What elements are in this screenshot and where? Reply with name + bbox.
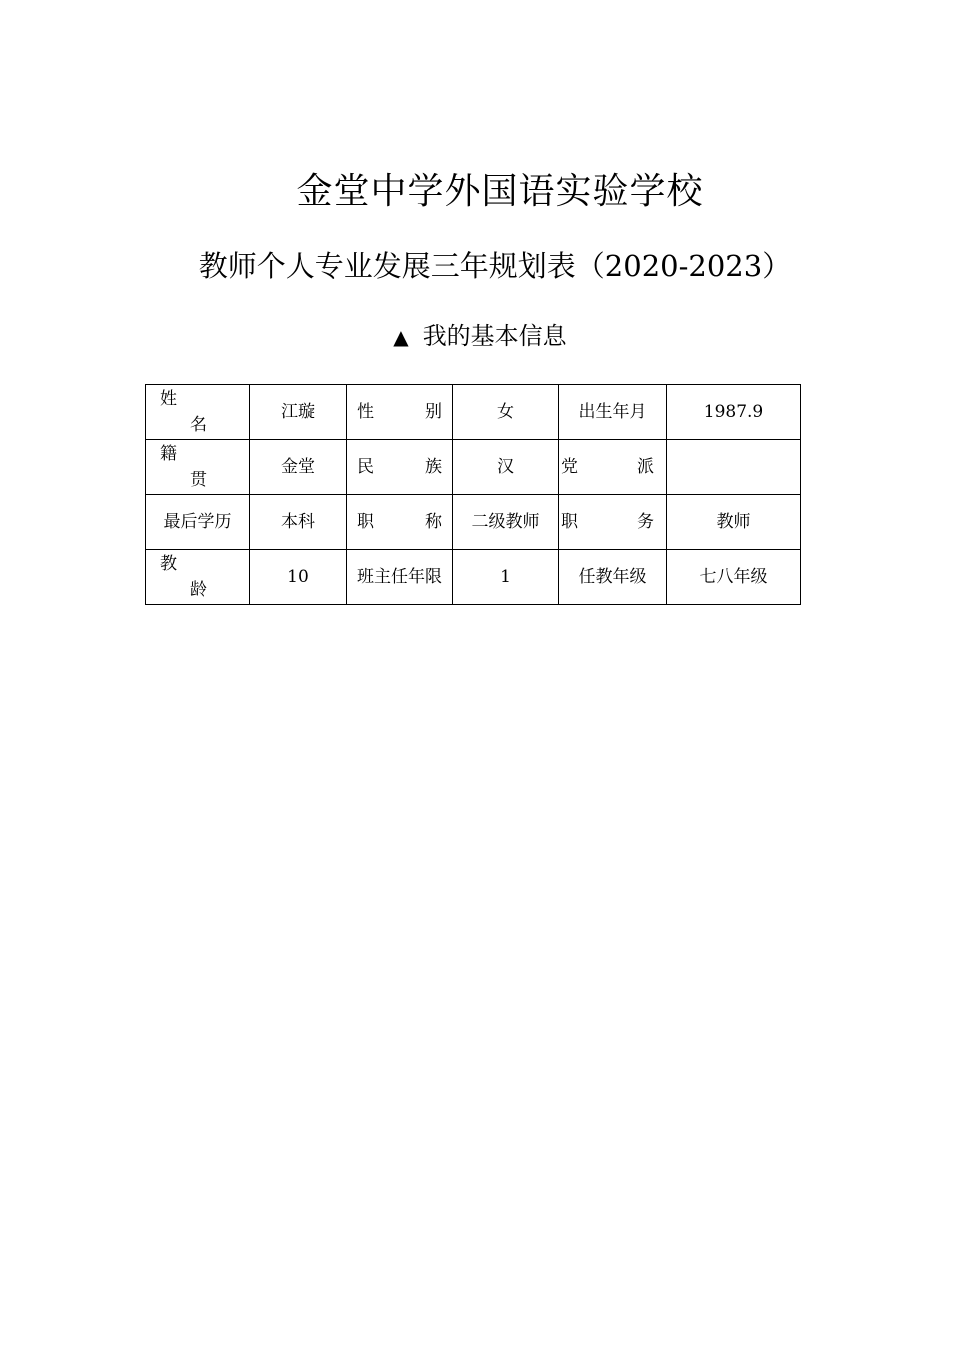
education-value: 本科 <box>250 495 347 550</box>
origin-label-cell <box>146 440 250 495</box>
professional-title-label-second-char: 称 <box>425 512 442 532</box>
professional-title-label-first-char: 职 <box>357 512 374 532</box>
form-title: 教师个人专业发展三年规划表（2020-2023） <box>198 249 792 283</box>
teaching-grade-label: 任教年级 <box>559 550 667 605</box>
name-label-cell <box>146 385 250 440</box>
professional-title-value: 二级教师 <box>453 495 559 550</box>
teaching-years-value: 10 <box>250 550 347 605</box>
birth-value: 1987.9 <box>667 385 801 440</box>
gender-value: 女 <box>453 385 559 440</box>
position-value: 教师 <box>667 495 801 550</box>
ethnic-value: 汉 <box>453 440 559 495</box>
gender-label-cell <box>347 385 453 440</box>
teaching-years-label-second-char: 龄 <box>190 580 207 600</box>
position-label-cell <box>559 495 667 550</box>
table-row <box>146 440 801 495</box>
teaching-years-label-first-char: 教 <box>160 554 177 574</box>
basic-info-table <box>145 384 801 605</box>
gender-label-first-char: 性 <box>357 402 374 422</box>
school-name-title: 金堂中学外国语实验学校 <box>296 171 704 212</box>
teaching-grade-value: 七八年级 <box>667 550 801 605</box>
name-label-first-char: 姓 <box>160 389 177 409</box>
origin-value: 金堂 <box>250 440 347 495</box>
party-label-second-char: 派 <box>637 457 654 477</box>
origin-label-first-char: 籍 <box>160 444 177 464</box>
ethnic-label-first-char: 民 <box>357 457 374 477</box>
section-heading <box>0 318 960 355</box>
table-row <box>146 550 801 605</box>
ethnic-label-second-char: 族 <box>425 457 442 477</box>
party-label-cell <box>559 440 667 495</box>
triangle-marker-icon: ▲ <box>393 325 409 349</box>
professional-title-label-cell <box>347 495 453 550</box>
party-label-first-char: 党 <box>561 457 578 477</box>
section-heading-text: 我的基本信息 <box>422 322 567 350</box>
position-label-first-char: 职 <box>561 512 578 532</box>
homeroom-years-value: 1 <box>453 550 559 605</box>
education-label: 最后学历 <box>146 495 250 550</box>
position-label-second-char: 务 <box>637 512 654 532</box>
table-row <box>146 495 801 550</box>
origin-label-second-char: 贯 <box>190 470 207 490</box>
name-value: 江璇 <box>250 385 347 440</box>
name-label-second-char: 名 <box>190 415 207 435</box>
party-value <box>667 440 801 495</box>
ethnic-label-cell <box>347 440 453 495</box>
birth-label: 出生年月 <box>559 385 667 440</box>
gender-label-second-char: 别 <box>425 402 442 422</box>
homeroom-years-label: 班主任年限 <box>347 550 453 605</box>
table-row <box>146 385 801 440</box>
teaching-years-label-cell <box>146 550 250 605</box>
